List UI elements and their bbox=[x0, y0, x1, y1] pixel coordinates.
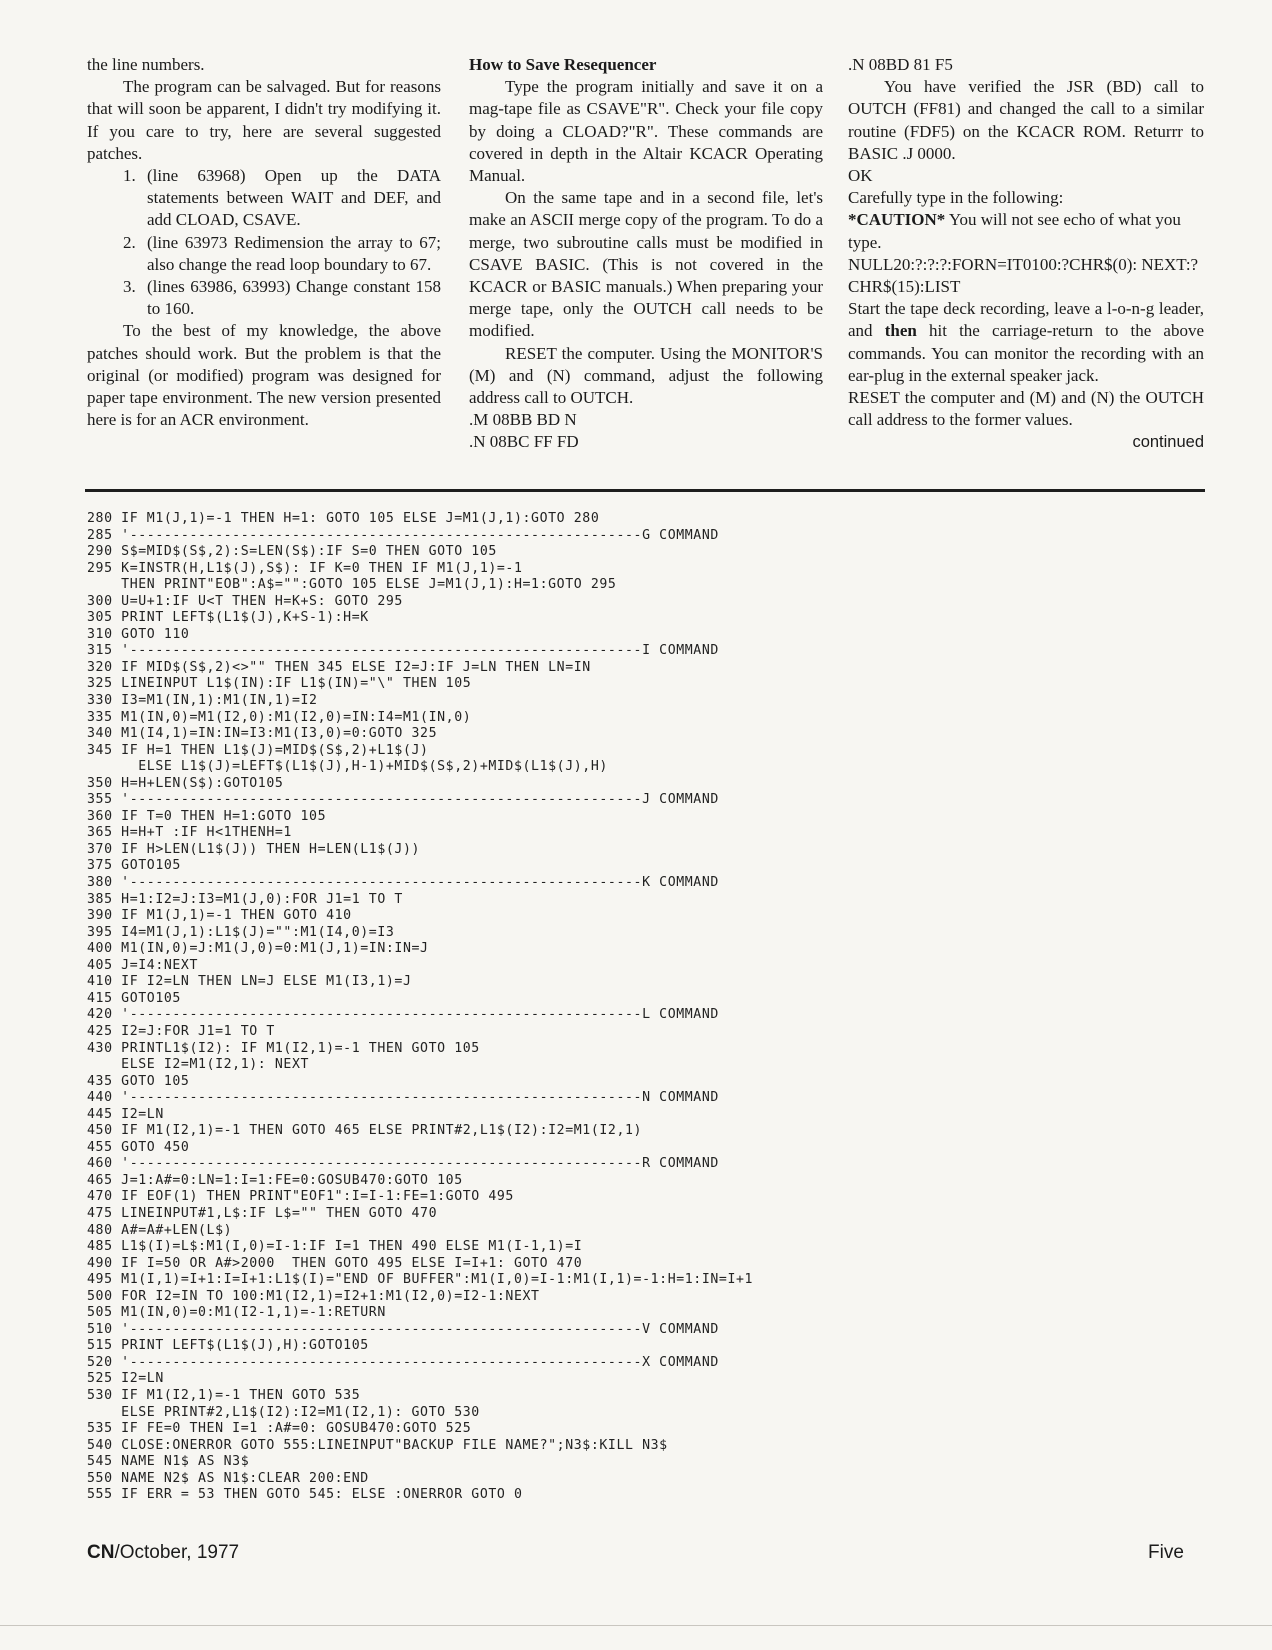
magazine-name: CN bbox=[87, 1542, 115, 1563]
code-line: 470 IF EOF(1) THEN PRINT"EOF1":I=I-1:FE=1:GOTO 495 bbox=[87, 1189, 514, 1205]
code-line: 535 IF FE=0 THEN I=1 :A#=0: GOSUB470:GOTO 525 bbox=[87, 1421, 472, 1437]
paragraph: On the same tape and in a second file, let's make an ASCII merge copy of the program. To do a merge, two subroutine calls must be modified in CSAVE BASIC. (This is not covered in the KCACR or BASIC manuals.) When preparing your merge tape, only the OUTCH call needs to be modified. bbox=[469, 188, 823, 341]
code-line: 325 LINEINPUT L1$(IN):IF L1$(IN)="\" THEN 105 bbox=[87, 676, 472, 692]
code-line: 515 PRINT LEFT$(L1$(J),H):GOTO105 bbox=[87, 1338, 369, 1354]
code-line: 395 I4=M1(J,1):L1$(J)="":M1(I4,0)=I3 bbox=[87, 924, 395, 940]
code-line: 370 IF H>LEN(L1$(J)) THEN H=LEN(L1$(J)) bbox=[87, 841, 421, 857]
code-line: 415 GOTO105 bbox=[87, 990, 181, 1006]
code-line: 445 I2=LN bbox=[87, 1106, 164, 1122]
list-number: 2. bbox=[123, 232, 136, 252]
article-column-3 bbox=[848, 54, 1204, 454]
page-edge-line bbox=[0, 1625, 1272, 1626]
paragraph: To the best of my knowledge, the above patches should work. But the problem is that the original (or modified) program was designed for paper tape environment. The new version presented here is for an ACR environment. bbox=[87, 321, 441, 430]
code-line: 295 K=INSTR(H,L1$(J),S$): IF K=0 THEN IF M1(J,1)=-1 bbox=[87, 560, 523, 576]
code-line: 440 '------------------------------------------------------------N COMMAND bbox=[87, 1090, 719, 1106]
code-line: 380 '------------------------------------------------------------K COMMAND bbox=[87, 875, 719, 891]
paragraph: The program can be salvaged. But for reasons that will soon be apparent, I didn't try modifying it. If you care to try, here are several suggested patches. bbox=[87, 77, 441, 163]
code-line: 310 GOTO 110 bbox=[87, 626, 190, 642]
text-run: hit the carriage-return to the above commands. You can monitor the recording with an ear-plug in the external speaker jack. bbox=[848, 321, 1205, 385]
divider-rule bbox=[85, 489, 1205, 492]
paragraph bbox=[848, 298, 1204, 387]
paragraph: Carefully type in the following: bbox=[848, 188, 1064, 208]
emphasis: then bbox=[884, 321, 917, 341]
code-line: 340 M1(I4,1)=IN:IN=I3:M1(I3,0)=0:GOTO 325 bbox=[87, 726, 438, 742]
code-line: 360 IF T=0 THEN H=1:GOTO 105 bbox=[87, 808, 327, 824]
code-line: 485 L1$(I)=L$:M1(I,0)=I-1:IF I=1 THEN 490 ELSE M1(I-1,1)=I bbox=[87, 1239, 583, 1255]
page-number: Five bbox=[1148, 1542, 1184, 1563]
code-line: 375 GOTO105 bbox=[87, 858, 181, 874]
paragraph: the line numbers. bbox=[87, 55, 205, 74]
code-line: ELSE I2=M1(I2,1): NEXT bbox=[87, 1057, 310, 1073]
continued-label: continued bbox=[1132, 433, 1204, 452]
code-line: 290 S$=MID$(S$,2):S=LEN(S$):IF S=0 THEN GOTO 105 bbox=[87, 544, 497, 560]
code-line: 410 IF I2=LN THEN LN=J ELSE M1(I3,1)=J bbox=[87, 974, 412, 990]
monitor-command: .N 08BD 81 F5 bbox=[848, 55, 953, 74]
code-line: 500 FOR I2=IN TO 100:M1(I2,1)=I2+1:M1(I2,0)=I2-1:NEXT bbox=[87, 1288, 540, 1304]
list-item bbox=[87, 276, 441, 320]
command-text: NULL20:?:?:?:FORN=IT0100:?CHR$(0): NEXT:?CHR$(15):LIST bbox=[848, 254, 1199, 297]
article-column-2 bbox=[469, 54, 823, 454]
caution-note bbox=[848, 209, 1204, 253]
list-text: (line 63973 Redimension the array to 67; also change the read loop boundary to 67. bbox=[147, 232, 441, 274]
code-line: 520 '------------------------------------------------------------X COMMAND bbox=[87, 1354, 719, 1370]
code-line: 335 M1(IN,0)=M1(I2,0):M1(I2,0)=IN:I4=M1(IN,0) bbox=[87, 709, 472, 725]
code-line: 350 H=H+LEN(S$):GOTO105 bbox=[87, 775, 284, 791]
paragraph: RESET the computer. Using the MONITOR'S (M) and (N) command, adjust the following address call to OUTCH. bbox=[469, 343, 823, 408]
article-column-1 bbox=[87, 54, 441, 431]
code-line: 555 IF ERR = 53 THEN GOTO 545: ELSE :ONERROR GOTO 0 bbox=[87, 1487, 523, 1503]
code-line: 530 IF M1(I2,1)=-1 THEN GOTO 535 bbox=[87, 1387, 361, 1403]
code-line: 490 IF I=50 OR A#>2000 THEN GOTO 495 ELSE I=I+1: GOTO 470 bbox=[87, 1255, 583, 1271]
code-line: 545 NAME N1$ AS N3$ bbox=[87, 1454, 250, 1470]
code-line: 430 PRINTL1$(I2): IF M1(I2,1)=-1 THEN GOTO 105 bbox=[87, 1040, 480, 1056]
code-line: THEN PRINT"EOB":A$="":GOTO 105 ELSE J=M1(J,1):H=1:GOTO 295 bbox=[87, 577, 617, 593]
list-text: (lines 63986, 63993) Change constant 158 to 160. bbox=[147, 277, 441, 319]
ok-prompt: OK bbox=[848, 166, 873, 186]
code-line: 540 CLOSE:ONERROR GOTO 555:LINEINPUT"BACKUP FILE NAME?";N3$:KILL N3$ bbox=[87, 1437, 668, 1453]
issue-date: /October, 1977 bbox=[114, 1542, 240, 1563]
code-line: 510 '------------------------------------------------------------V COMMAND bbox=[87, 1321, 719, 1337]
list-text: (line 63968) Open up the DATA statements between WAIT and DEF, and add CLOAD, CSAVE. bbox=[147, 166, 441, 230]
paragraph: You have verified the JSR (BD) call to OUTCH (FF81) and changed the call to a similar routine (FDF5) on the KCACR ROM. Returrr to BASIC .J 0000. bbox=[848, 77, 1204, 163]
code-line: 400 M1(IN,0)=J:M1(J,0)=0:M1(J,1)=IN:IN=J bbox=[87, 941, 429, 957]
code-line: 355 '------------------------------------------------------------J COMMAND bbox=[87, 792, 719, 808]
caution-text: You will not see echo of what you type. bbox=[848, 210, 1181, 252]
code-line: 525 I2=LN bbox=[87, 1371, 164, 1387]
code-line: 405 J=I4:NEXT bbox=[87, 957, 199, 973]
code-line: 495 M1(I,1)=I+1:I=I+1:L1$(I)="END OF BUFFER":M1(I,0)=I-1:M1(I,1)=-1:H=1:IN=I+1 bbox=[87, 1272, 754, 1288]
patch-list bbox=[87, 165, 441, 320]
code-line: 460 '------------------------------------------------------------R COMMAND bbox=[87, 1156, 719, 1172]
code-line: 285 '------------------------------------------------------------G COMMAND bbox=[87, 527, 719, 543]
paragraph: Type the program initially and save it on a mag-tape file as CSAVE"R". Check your file copy by doing a CLOAD?"R". These commands are covered in depth in the Altair KCACR Operating Manual. bbox=[469, 77, 823, 186]
code-line: 435 GOTO 105 bbox=[87, 1073, 190, 1089]
code-line: 385 H=1:I2=J:I3=M1(J,0):FOR J1=1 TO T bbox=[87, 891, 403, 907]
code-line: 475 LINEINPUT#1,L$:IF L$="" THEN GOTO 470 bbox=[87, 1205, 438, 1221]
text-run: Start the tape deck recording, leave a l-o-n-g leader, and bbox=[848, 299, 1204, 341]
code-line: 420 '------------------------------------------------------------L COMMAND bbox=[87, 1007, 719, 1023]
code-line: 450 IF M1(I2,1)=-1 THEN GOTO 465 ELSE PRINT#2,L1$(I2):I2=M1(I2,1) bbox=[87, 1123, 643, 1139]
list-item bbox=[87, 232, 441, 276]
list-number: 1. bbox=[123, 166, 136, 186]
code-line: 305 PRINT LEFT$(L1$(J),K+S-1):H=K bbox=[87, 610, 369, 626]
code-line: ELSE L1$(J)=LEFT$(L1$(J),H-1)+MID$(S$,2)+MID$(L1$(J),H) bbox=[87, 759, 608, 775]
code-line: 455 GOTO 450 bbox=[87, 1139, 190, 1155]
code-line: 465 J=1:A#=0:LN=1:I=1:FE=0:GOSUB470:GOTO 105 bbox=[87, 1172, 463, 1188]
code-line: 280 IF M1(J,1)=-1 THEN H=1: GOTO 105 ELSE J=M1(J,1):GOTO 280 bbox=[87, 511, 600, 526]
basic-code-listing bbox=[87, 511, 1187, 1504]
monitor-command: .M 08BB BD N bbox=[469, 410, 577, 430]
code-line: 390 IF M1(J,1)=-1 THEN GOTO 410 bbox=[87, 908, 352, 924]
footer-issue bbox=[87, 1542, 239, 1564]
caution-label: *CAUTION* bbox=[848, 210, 946, 230]
code-line: 345 IF H=1 THEN L1$(J)=MID$(S$,2)+L1$(J) bbox=[87, 742, 429, 758]
list-number: 3. bbox=[123, 277, 136, 297]
code-line: 480 A#=A#+LEN(L$) bbox=[87, 1222, 233, 1238]
paragraph: RESET the computer and (M) and (N) the OUTCH call address to the former values. bbox=[848, 388, 1204, 430]
code-line: 550 NAME N2$ AS N1$:CLEAR 200:END bbox=[87, 1470, 369, 1486]
code-line: 320 IF MID$(S$,2)<>"" THEN 345 ELSE I2=J:IF J=LN THEN LN=IN bbox=[87, 659, 591, 675]
code-line: 330 I3=M1(IN,1):M1(IN,1)=I2 bbox=[87, 693, 318, 709]
monitor-command: .N 08BC FF FD bbox=[469, 432, 579, 452]
section-heading: How to Save Resequencer bbox=[469, 55, 657, 74]
code-line: 315 '------------------------------------------------------------I COMMAND bbox=[87, 643, 719, 659]
code-line: ELSE PRINT#2,L1$(I2):I2=M1(I2,1): GOTO 530 bbox=[87, 1404, 480, 1420]
code-line: 425 I2=J:FOR J1=1 TO T bbox=[87, 1023, 275, 1039]
code-line: 300 U=U+1:IF U<T THEN H=K+S: GOTO 295 bbox=[87, 593, 403, 609]
code-line: 505 M1(IN,0)=0:M1(I2-1,1)=-1:RETURN bbox=[87, 1305, 386, 1321]
code-line: 365 H=H+T :IF H<1THENH=1 bbox=[87, 825, 292, 841]
list-item bbox=[87, 165, 441, 232]
